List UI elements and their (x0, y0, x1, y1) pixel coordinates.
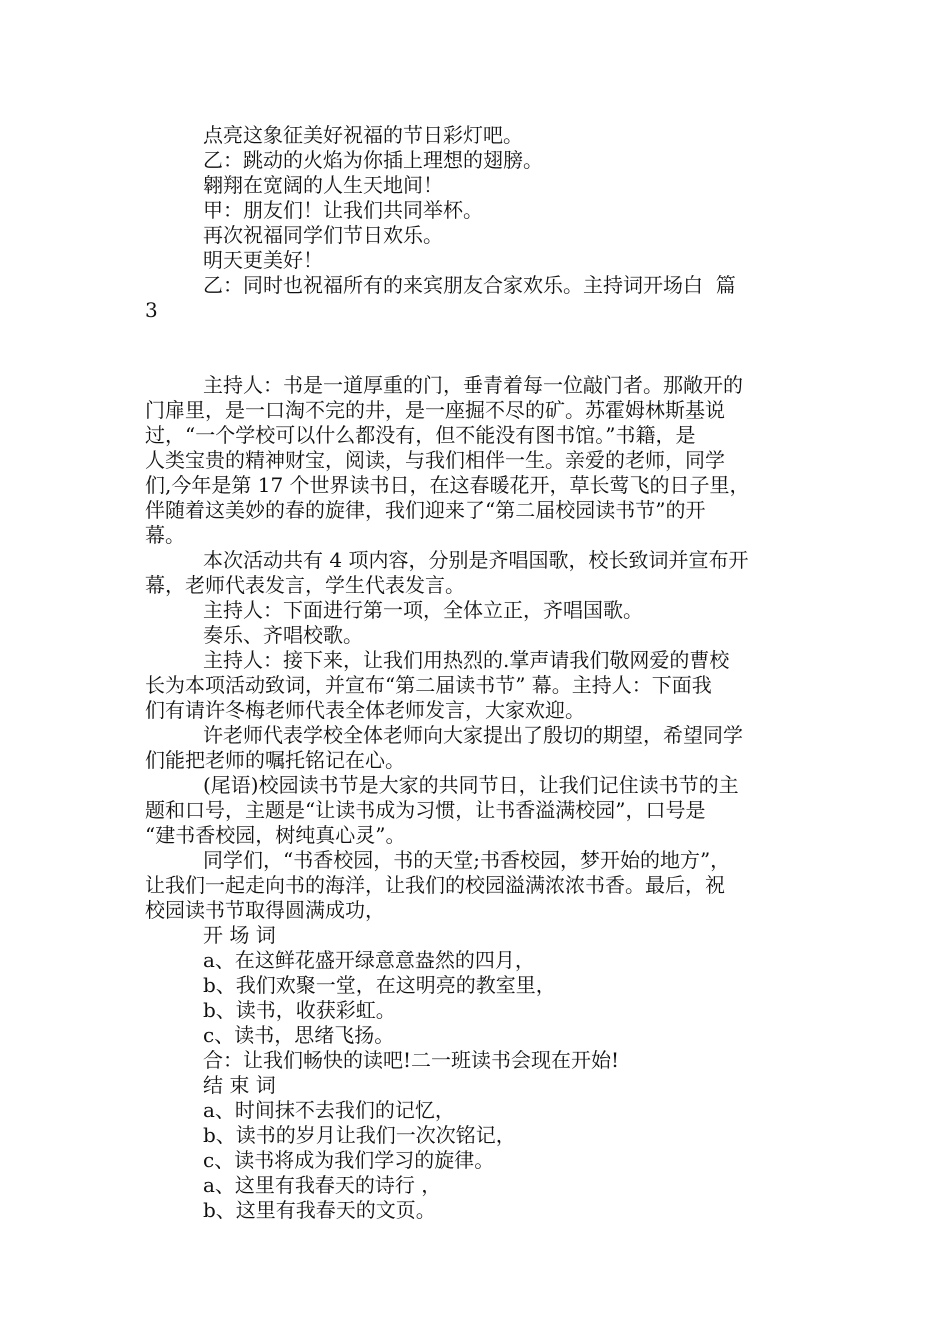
text-line: 同学们，“书香校园，书的天堂;书香校园，梦开始的地方”， (203, 848, 731, 872)
text-line: 们有请许冬梅老师代表全体老师发言，大家欢迎。 (145, 698, 585, 722)
text-line: 幕。 (145, 523, 185, 547)
text-line: 许老师代表学校全体老师向大家提出了殷切的期望，希望同学 (203, 723, 743, 747)
text-line: 题和口号，主题是“让读书成为习惯，让书香溢满校园”，口号是 (145, 798, 706, 822)
text-section-top (145, 123, 825, 323)
text-line: 本次活动共有 4 项内容，分别是齐唱国歌，校长致词并宣布开 (203, 548, 749, 572)
text-line: 乙：同时也祝福所有的来宾朋友合家欢乐。主持词开场白 篇 (203, 273, 736, 297)
text-line: 幕，老师代表发言，学生代表发言。 (145, 573, 465, 597)
text-line: c、读书将成为我们学习的旋律。 (203, 1148, 495, 1172)
text-line: 人类宝贵的精神财宝，阅读，与我们相伴一生。亲爱的老师，同学 (145, 448, 725, 472)
text-line: 3 (145, 298, 158, 322)
text-line: 校园读书节取得圆满成功， (145, 898, 385, 922)
text-section-body (145, 373, 825, 1223)
text-line: 让我们一起走向书的海洋，让我们的校园溢满浓浓书香。最后，祝 (145, 873, 725, 897)
text-line: b、我们欢聚一堂，在这明亮的教室里， (203, 973, 556, 997)
text-line: 伴随着这美妙的春的旋律，我们迎来了“第二届校园读书节”的开 (145, 498, 706, 522)
text-line: a、时间抹不去我们的记忆， (203, 1098, 455, 1122)
text-line: b、这里有我春天的文页。 (203, 1198, 436, 1222)
text-line: 翱翔在宽阔的人生天地间！ (203, 173, 443, 197)
text-line: (尾语)校园读书节是大家的共同节日，让我们记住读书节的主 (203, 773, 739, 797)
text-line: a、这里有我春天的诗行 ， (203, 1173, 442, 1197)
text-line: 门扉里，是一口淘不完的井，是一座掘不尽的矿。苏霍姆林斯基说 (145, 398, 725, 422)
text-line: b、读书，收获彩虹。 (203, 998, 396, 1022)
text-line: c、读书，思绪飞扬。 (203, 1023, 395, 1047)
text-line: “建书香校园，树纯真心灵”。 (145, 823, 406, 847)
text-line: 过，“一个学校可以什么都没有，但不能没有图书馆。”书籍，是 (145, 423, 696, 447)
section-heading: 结 束 词 (203, 1073, 276, 1097)
text-line: 们能把老师的嘱托铭记在心。 (145, 748, 405, 772)
text-line: 合：让我们畅快的读吧!二一班读书会现在开始! (203, 1048, 620, 1072)
text-line: 明天更美好！ (203, 248, 323, 272)
text-line: 点亮这象征美好祝福的节日彩灯吧。 (203, 123, 523, 147)
text-line: b、读书的岁月让我们一次次铭记， (203, 1123, 516, 1147)
text-line: 再次祝福同学们节日欢乐。 (203, 223, 443, 247)
text-line: 乙：跳动的火焰为你插上理想的翅膀。 (203, 148, 543, 172)
text-line: 主持人：接下来，让我们用热烈的.掌声请我们敬网爱的曹校 (203, 648, 730, 672)
text-line: 主持人：下面进行第一项，全体立正，齐唱国歌。 (203, 598, 643, 622)
text-line: 主持人：书是一道厚重的门，垂青着每一位敲门者。那敞开的 (203, 373, 743, 397)
text-line: a、在这鲜花盛开绿意意盎然的四月， (203, 948, 535, 972)
text-line: 们,今年是第 17 个世界读书日，在这春暖花开，草长莺飞的日子里， (145, 473, 750, 497)
section-heading: 开 场 词 (203, 923, 276, 947)
text-line: 奏乐、齐唱校歌。 (203, 623, 363, 647)
text-line: 长为本项活动致词，并宣布“第二届读书节” 幕。主持人：下面我 (145, 673, 712, 697)
text-line: 甲：朋友们！让我们共同举杯。 (203, 198, 483, 222)
